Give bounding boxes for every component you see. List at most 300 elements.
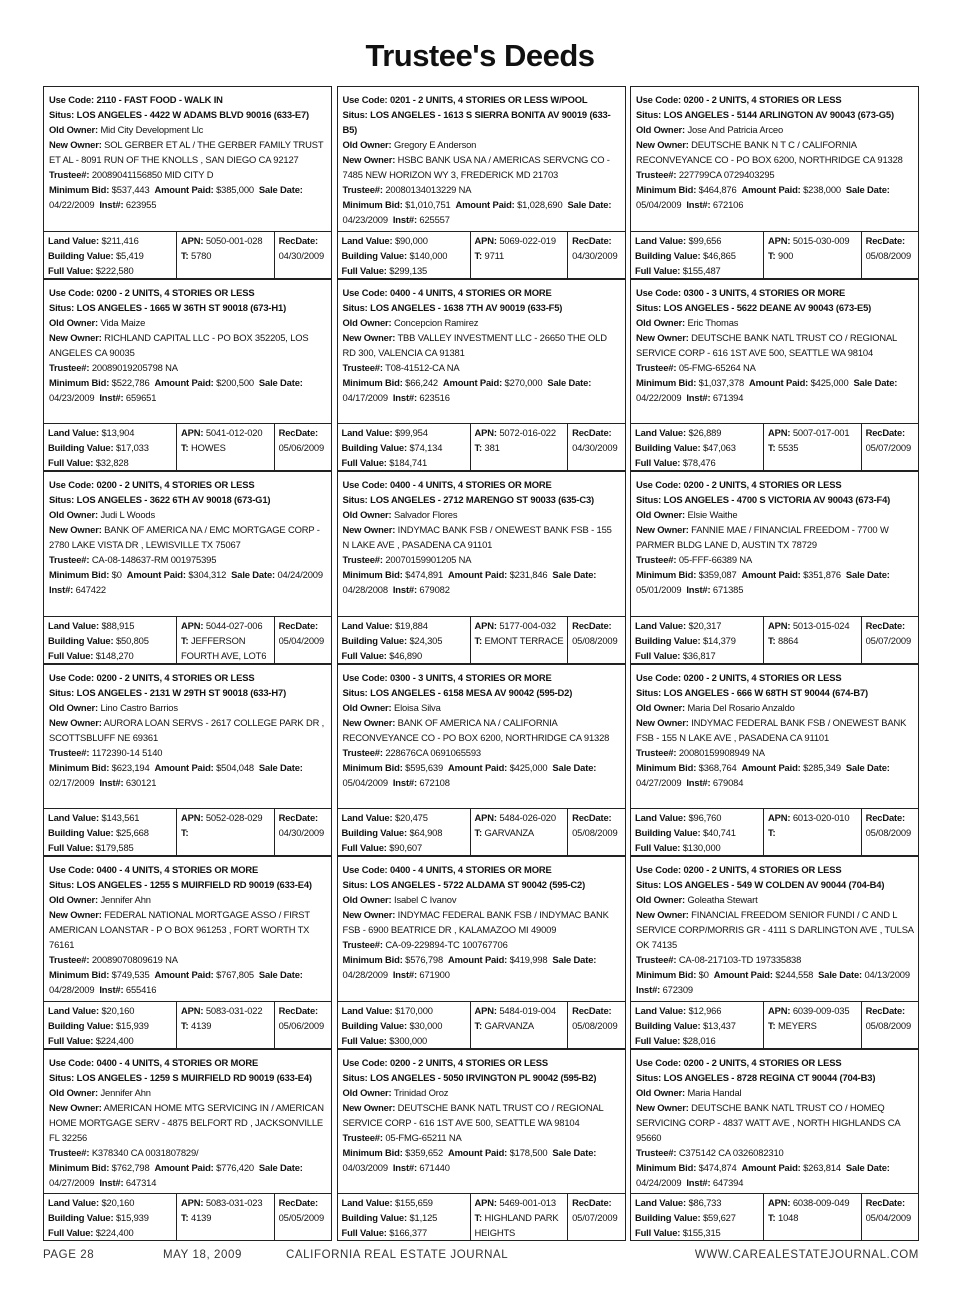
old-owner-label: Old Owner: — [342, 1086, 392, 1098]
deed-record — [630, 471, 919, 664]
full-value-value: $155,487 — [682, 264, 721, 276]
apn-cell — [470, 1194, 568, 1240]
building-value-label: Building Value: — [635, 827, 701, 838]
situs-label: Situs: — [342, 1071, 368, 1083]
tract-value: EMONT TERRACE — [484, 634, 564, 646]
tract-label: T: — [474, 1212, 483, 1223]
new-owner-line — [49, 715, 327, 745]
sale-date-value: 02/17/2009 — [49, 776, 95, 788]
old-owner-line — [49, 315, 327, 330]
apn-value: 5052-028-029 — [205, 812, 263, 823]
sale-date-value: 04/22/2009 — [636, 391, 682, 403]
apn-cell — [763, 424, 861, 470]
use-code-label: Use Code: — [342, 286, 388, 298]
old-owner-line — [343, 892, 621, 907]
sale-date-value: 05/04/2009 — [342, 776, 388, 788]
min-bid-value: $522,786 — [111, 376, 150, 388]
apn-value: 5050-001-028 — [205, 234, 263, 246]
deed-details — [337, 664, 626, 809]
sale-date-value: 04/23/2009 — [49, 391, 95, 403]
valuation-row — [43, 1193, 332, 1241]
full-value-label: Full Value: — [341, 264, 387, 276]
situs-line — [49, 107, 327, 122]
inst-label: Inst#: — [392, 969, 417, 980]
building-value-value: $14,379 — [702, 634, 736, 646]
situs-value: LOS ANGELES - 6158 MESA AV 90042 (595-D2) — [370, 686, 573, 698]
building-value-label: Building Value: — [341, 1019, 407, 1031]
apn-cell — [763, 617, 861, 663]
min-bid-label: Minimum Bid: — [636, 569, 697, 580]
new-owner-label: New Owner: — [636, 524, 689, 535]
old-owner-value: Concepcion Ramirez — [394, 316, 479, 328]
recdate-value: 04/30/2009 — [278, 249, 325, 261]
apn-cell — [470, 1002, 568, 1048]
inst-value: 647422 — [75, 584, 106, 595]
recdate-cell — [861, 1002, 918, 1048]
apn-label: APN: — [474, 812, 497, 823]
situs-value: LOS ANGELES - 1613 S SIERRA BONITA AV 90019 (633-B5) — [342, 109, 611, 135]
sale-date-label: Sale Date: — [845, 761, 890, 773]
apn-label: APN: — [474, 619, 497, 631]
inst-value: 623955 — [125, 199, 157, 210]
apn-cell — [470, 617, 568, 663]
building-value-label: Building Value: — [48, 827, 114, 838]
sale-line — [343, 197, 621, 227]
sale-date-value: 05/01/2009 — [636, 584, 682, 595]
apn-value: 5007-017-001 — [792, 427, 850, 438]
amount-paid-value: $425,000 — [810, 376, 849, 388]
sale-date-value: 04/27/2009 — [636, 776, 682, 788]
deed-details — [43, 471, 332, 616]
full-value-label: Full Value: — [635, 1227, 681, 1238]
sale-date-value: 04/03/2009 — [342, 1161, 388, 1173]
recdate-label: RecDate: — [278, 812, 319, 823]
situs-line — [343, 1070, 621, 1085]
new-owner-label: New Owner: — [342, 331, 396, 343]
land-value-value: $99,954 — [394, 427, 428, 438]
amount-paid-label: Amount Paid: — [154, 969, 214, 980]
trustee-line — [343, 360, 621, 375]
deed-record — [43, 856, 332, 1049]
land-value-value: $99,656 — [688, 234, 722, 246]
deed-record — [337, 86, 626, 279]
new-owner-line — [636, 1100, 914, 1145]
new-owner-label: New Owner: — [49, 139, 102, 150]
values-cell — [44, 809, 176, 855]
old-owner-value: Eric Thomas — [687, 316, 739, 328]
min-bid-label: Minimum Bid: — [342, 761, 403, 773]
use-code-line — [49, 477, 327, 492]
sale-line — [49, 967, 327, 997]
amount-paid-label: Amount Paid: — [126, 569, 186, 580]
recdate-label: RecDate: — [278, 1004, 319, 1016]
values-cell — [44, 232, 176, 278]
full-value-label: Full Value: — [48, 649, 94, 661]
values-cell — [338, 1194, 470, 1240]
tract-label: T: — [768, 1212, 776, 1223]
apn-value: 5177-004-032 — [499, 619, 556, 631]
building-value-value: $25,668 — [115, 827, 149, 838]
situs-value: LOS ANGELES - 4422 W ADAMS BLVD 90016 (633-E7) — [76, 109, 310, 120]
deed-details — [337, 856, 626, 1001]
new-owner-line — [636, 522, 914, 552]
building-value-label: Building Value: — [48, 249, 114, 261]
trustee-line — [49, 167, 327, 182]
new-owner-line — [343, 715, 621, 745]
min-bid-value: $0 — [698, 969, 709, 980]
trustee-label: Trustee#: — [636, 169, 677, 180]
amount-paid-value: $178,500 — [509, 1146, 548, 1158]
apn-label: APN: — [768, 812, 791, 823]
trustee-value: 20089041156850 MID CITY D — [91, 169, 214, 180]
building-value-label: Building Value: — [635, 1019, 701, 1031]
deed-record — [630, 1049, 919, 1242]
inst-value: 671900 — [419, 969, 450, 980]
new-owner-value: INDYMAC BANK FSB / ONEWEST BANK FSB - 155 N LAKE AVE , PASADENA CA 91101 — [342, 524, 612, 550]
situs-label: Situs: — [342, 301, 368, 313]
min-bid-value: $1,010,751 — [405, 199, 451, 210]
tract-label: T: — [474, 634, 483, 646]
trustee-label: Trustee#: — [49, 1146, 90, 1158]
use-code-label: Use Code: — [342, 94, 388, 105]
use-code-label: Use Code: — [49, 286, 95, 298]
trustee-value: CA-09-229894-TC 100767706 — [385, 939, 508, 950]
old-owner-value: Judi L Woods — [100, 509, 155, 520]
new-owner-value: SOL GERBER ET AL / THE GERBER FAMILY TRUST ET AL - 8091 RUN OF THE KNOLLS , SAN DIEGO CA 92127 — [49, 139, 324, 165]
amount-paid-label: Amount Paid: — [749, 376, 809, 388]
tract-label: T: — [474, 249, 483, 261]
old-owner-label: Old Owner: — [342, 701, 392, 713]
building-value-value: $46,865 — [702, 249, 736, 261]
apn-label: APN: — [768, 1197, 791, 1208]
min-bid-value: $474,891 — [405, 569, 444, 580]
min-bid-value: $623,194 — [111, 761, 150, 773]
building-value-label: Building Value: — [48, 442, 114, 453]
tract-label: T: — [181, 634, 189, 646]
situs-line — [636, 877, 914, 892]
sale-date-label: Sale Date: — [845, 1161, 890, 1173]
amount-paid-label: Amount Paid: — [154, 376, 214, 388]
full-value-value: $155,315 — [682, 1227, 721, 1238]
recdate-value: 05/07/2009 — [865, 442, 912, 453]
new-owner-label: New Owner: — [342, 716, 396, 728]
use-code-value: 0300 - 3 UNITS, 4 STORIES OR MORE — [683, 286, 846, 298]
values-cell — [44, 617, 176, 663]
apn-label: APN: — [768, 1004, 791, 1016]
situs-label: Situs: — [49, 686, 75, 698]
deed-record — [337, 1049, 626, 1242]
tract-value: JEFFERSON FOURTH AVE, LOT6 — [181, 634, 267, 661]
full-value-label: Full Value: — [635, 649, 681, 661]
sale-line — [49, 375, 327, 405]
tract-label: T: — [474, 1019, 483, 1031]
min-bid-value: $1,037,378 — [698, 376, 745, 388]
trustee-line — [49, 360, 327, 375]
tract-label: T: — [181, 1212, 189, 1223]
inst-label: Inst#: — [392, 214, 417, 225]
sale-date-value: 04/23/2009 — [342, 214, 388, 225]
apn-cell — [176, 424, 274, 470]
apn-cell — [176, 1002, 274, 1048]
apn-value: 5069-022-019 — [499, 234, 556, 246]
inst-value: 679084 — [712, 776, 744, 788]
use-code-value: 0400 - 4 UNITS, 4 STORIES OR MORE — [96, 864, 259, 875]
recdate-label: RecDate: — [278, 1197, 319, 1208]
building-value-value: $30,000 — [409, 1019, 443, 1031]
trustee-line — [49, 1145, 327, 1160]
recdate-value: 05/08/2009 — [865, 249, 912, 261]
amount-paid-label: Amount Paid: — [442, 376, 503, 388]
use-code-value: 0400 - 4 UNITS, 4 STORIES OR MORE — [389, 286, 552, 298]
old-owner-line — [636, 122, 914, 137]
apn-cell — [176, 809, 274, 855]
old-owner-value: Lino Castro Barrios — [100, 701, 178, 713]
apn-value: 5072-016-022 — [499, 427, 556, 438]
situs-label: Situs: — [49, 301, 75, 313]
use-code-value: 0200 - 2 UNITS, 4 STORIES OR LESS — [96, 479, 255, 490]
full-value-label: Full Value: — [635, 842, 681, 853]
situs-line — [343, 685, 621, 700]
inst-value: 671394 — [712, 391, 744, 403]
tract-label: T: — [181, 827, 189, 838]
situs-label: Situs: — [49, 879, 75, 890]
trustee-line — [49, 552, 327, 567]
page-title: Trustee's Deeds — [365, 38, 595, 73]
land-value-label: Land Value: — [635, 1004, 686, 1016]
old-owner-label: Old Owner: — [49, 701, 99, 713]
sale-date-value: 05/04/2009 — [636, 199, 682, 210]
trustee-label: Trustee#: — [636, 554, 677, 565]
situs-line — [343, 492, 621, 507]
full-value-label: Full Value: — [48, 842, 94, 853]
recdate-value: 04/30/2009 — [278, 827, 325, 838]
sale-date-label: Sale Date: — [258, 184, 303, 195]
sale-date-label: Sale Date: — [258, 969, 303, 980]
full-value-label: Full Value: — [341, 842, 387, 853]
land-value-value: $211,416 — [101, 234, 139, 246]
deed-details — [630, 856, 919, 1001]
sale-date-label: Sale Date: — [552, 1146, 597, 1158]
full-value-value: $130,000 — [682, 842, 721, 853]
use-code-value: 0201 - 2 UNITS, 4 STORIES OR LESS W/POOL — [389, 94, 588, 105]
use-code-line — [636, 670, 914, 685]
trustee-label: Trustee#: — [49, 361, 90, 373]
old-owner-value: Trinidad Oroz — [393, 1086, 449, 1098]
inst-label: Inst#: — [392, 584, 417, 595]
use-code-line — [636, 92, 914, 107]
old-owner-value: Maria Handal — [687, 1086, 742, 1098]
old-owner-value: Jennifer Ahn — [100, 894, 151, 905]
situs-line — [49, 1070, 327, 1085]
new-owner-line — [636, 330, 914, 360]
full-value-value: $28,016 — [682, 1034, 716, 1046]
old-owner-line — [636, 1085, 914, 1100]
land-value-label: Land Value: — [341, 427, 393, 438]
sale-line — [636, 182, 914, 212]
footer-journal-name: CALIFORNIA REAL ESTATE JOURNAL — [286, 1249, 509, 1261]
tract-label: T: — [768, 249, 776, 261]
tract-value: GARVANZA — [484, 827, 535, 838]
situs-value: LOS ANGELES - 4700 S VICTORIA AV 90043 (673-F4) — [663, 494, 891, 505]
records-grid — [43, 86, 919, 1241]
min-bid-label: Minimum Bid: — [636, 184, 697, 195]
apn-cell — [176, 617, 274, 663]
building-value-label: Building Value: — [341, 442, 407, 453]
old-owner-line — [49, 700, 327, 715]
apn-label: APN: — [181, 812, 204, 823]
new-owner-label: New Owner: — [342, 154, 396, 165]
land-value-value: $19,884 — [394, 619, 428, 631]
deed-record — [630, 86, 919, 279]
sale-date-value: 04/27/2009 — [49, 1176, 95, 1188]
situs-value: LOS ANGELES - 5144 ARLINGTON AV 90043 (673-G5) — [663, 109, 894, 120]
recdate-value: 04/30/2009 — [572, 442, 618, 453]
tract-value: 9711 — [484, 249, 505, 261]
deed-details — [43, 664, 332, 809]
deed-details — [43, 856, 332, 1001]
use-code-value: 0200 - 2 UNITS, 4 STORIES OR LESS — [389, 1056, 548, 1068]
trustee-label: Trustee#: — [342, 939, 383, 950]
land-value-value: $20,475 — [394, 812, 428, 823]
amount-paid-value: $200,500 — [216, 376, 254, 388]
apn-label: APN: — [474, 427, 497, 438]
min-bid-value: $576,798 — [405, 954, 444, 965]
new-owner-value: FEDERAL NATIONAL MORTGAGE ASSO / FIRST AMERICAN LOANSTAR - P O BOX 961253 , FORT WORTH TX 76161 — [49, 909, 310, 950]
values-cell — [44, 1194, 176, 1240]
valuation-row — [630, 1193, 919, 1241]
new-owner-line — [49, 330, 327, 360]
old-owner-label: Old Owner: — [636, 701, 686, 713]
trustee-label: Trustee#: — [636, 746, 677, 758]
inst-value: 672309 — [662, 984, 693, 995]
old-owner-line — [636, 315, 914, 330]
situs-label: Situs: — [342, 494, 368, 505]
tract-label: T: — [181, 442, 189, 453]
new-owner-label: New Owner: — [49, 716, 102, 728]
apn-value: 5484-019-004 — [499, 1004, 556, 1016]
inst-value: 647314 — [125, 1176, 157, 1188]
amount-paid-label: Amount Paid: — [741, 1161, 801, 1173]
full-value-value: $36,817 — [682, 649, 716, 661]
deed-details — [630, 1049, 919, 1194]
situs-value: LOS ANGELES - 1255 S MUIRFIELD RD 90019 (633-E4) — [76, 879, 312, 890]
building-value-value: $40,741 — [702, 827, 736, 838]
recdate-value: 05/08/2009 — [865, 827, 912, 838]
apn-cell — [763, 1002, 861, 1048]
situs-line — [343, 877, 621, 892]
deed-record — [43, 1049, 332, 1242]
tract-value: 4139 — [191, 1212, 212, 1223]
use-code-line — [49, 670, 327, 685]
new-owner-value: AMERICAN HOME MTG SERVICING IN / AMERICAN HOME MORTGAGE SERV - 4875 BELFORT RD , JACKSONVILLE FL 32256 — [49, 1101, 324, 1143]
trustee-value: 05-FFF-66389 NA — [678, 554, 753, 565]
apn-cell — [176, 1194, 274, 1240]
footer-page-number: PAGE 28 — [43, 1249, 95, 1261]
new-owner-line — [49, 1100, 327, 1145]
trustee-label: Trustee#: — [636, 954, 677, 965]
new-owner-line — [343, 152, 621, 182]
land-value-value: $155,659 — [394, 1197, 433, 1208]
sale-line — [636, 567, 914, 597]
land-value-label: Land Value: — [341, 1197, 393, 1208]
trustee-line — [343, 552, 621, 567]
situs-label: Situs: — [636, 494, 662, 505]
land-value-label: Land Value: — [48, 427, 99, 438]
recdate-cell — [567, 1002, 624, 1048]
old-owner-label: Old Owner: — [49, 894, 99, 905]
min-bid-label: Minimum Bid: — [49, 1161, 110, 1173]
trustee-line — [636, 552, 914, 567]
amount-paid-value: $238,000 — [803, 184, 841, 195]
sale-line — [636, 375, 914, 405]
new-owner-value: BANK OF AMERICA NA / CALIFORNIA RECONVEYANCE CO - PO BOX 6200, NORTHRIDGE CA 91328 — [342, 716, 610, 743]
amount-paid-label: Amount Paid: — [447, 569, 508, 580]
land-value-label: Land Value: — [48, 234, 99, 246]
inst-value: 659651 — [125, 391, 157, 403]
sale-line — [343, 567, 621, 597]
old-owner-value: Jose And Patricia Arceo — [687, 124, 784, 135]
recdate-cell — [567, 1194, 624, 1240]
new-owner-line — [636, 907, 914, 952]
min-bid-value: $749,535 — [111, 969, 150, 980]
amount-paid-value: $285,349 — [803, 761, 841, 773]
sale-line — [49, 182, 327, 212]
new-owner-line — [636, 137, 914, 167]
sale-date-value: 04/24/2009 — [277, 569, 323, 580]
use-code-label: Use Code: — [636, 1056, 682, 1068]
footer-date: MAY 18, 2009 — [163, 1249, 243, 1261]
use-code-line — [49, 92, 327, 107]
land-value-label: Land Value: — [48, 812, 99, 823]
tract-value: 1048 — [778, 1212, 799, 1223]
old-owner-value: Maria Del Rosario Anzaldo — [687, 701, 795, 713]
trustee-label: Trustee#: — [342, 361, 383, 373]
building-value-value: $17,033 — [115, 442, 149, 453]
amount-paid-label: Amount Paid: — [447, 1146, 508, 1158]
inst-label: Inst#: — [686, 776, 711, 788]
inst-label: Inst#: — [49, 584, 74, 595]
min-bid-value: $762,798 — [111, 1161, 150, 1173]
recdate-cell — [274, 232, 331, 278]
amount-paid-value: $776,420 — [216, 1161, 254, 1173]
apn-cell — [470, 809, 568, 855]
use-code-label: Use Code: — [342, 1056, 388, 1068]
full-value-label: Full Value: — [341, 1227, 387, 1238]
apn-cell — [470, 232, 568, 278]
values-cell — [44, 1002, 176, 1048]
new-owner-value: RICHLAND CAPITAL LLC - PO BOX 352205, LOS ANGELES CA 90035 — [49, 331, 309, 358]
sale-date-value: 04/13/2009 — [864, 969, 910, 980]
apn-label: APN: — [768, 619, 791, 631]
amount-paid-value: $270,000 — [504, 376, 543, 388]
tract-value: 381 — [484, 442, 500, 453]
sale-date-label: Sale Date: — [552, 761, 597, 773]
new-owner-value: BANK OF AMERICA NA / EMC MORTGAGE CORP - 2780 LAKE VISTA DR , LEWISVILLE TX 75067 — [49, 524, 320, 550]
tract-label: T: — [474, 442, 483, 453]
building-value-value: $140,000 — [409, 249, 448, 261]
sale-line — [636, 1160, 914, 1190]
old-owner-line — [343, 507, 621, 522]
footer-url[interactable]: WWW.CAREALESTATEJOURNAL.COM — [694, 1249, 919, 1261]
min-bid-value: $66,242 — [405, 376, 438, 388]
new-owner-label: New Owner: — [49, 524, 102, 535]
recdate-cell — [567, 424, 624, 470]
new-owner-value: INDYMAC FEDERAL BANK FSB / INDYMAC BANK FSB - 6900 BEATRICE DR , KALAMAZOO MI 49009 — [342, 909, 609, 935]
amount-paid-value: $244,558 — [775, 969, 814, 980]
land-value-label: Land Value: — [635, 234, 686, 246]
use-code-value: 0400 - 4 UNITS, 4 STORIES OR MORE — [96, 1056, 259, 1068]
recdate-value: 05/06/2009 — [278, 1019, 325, 1031]
